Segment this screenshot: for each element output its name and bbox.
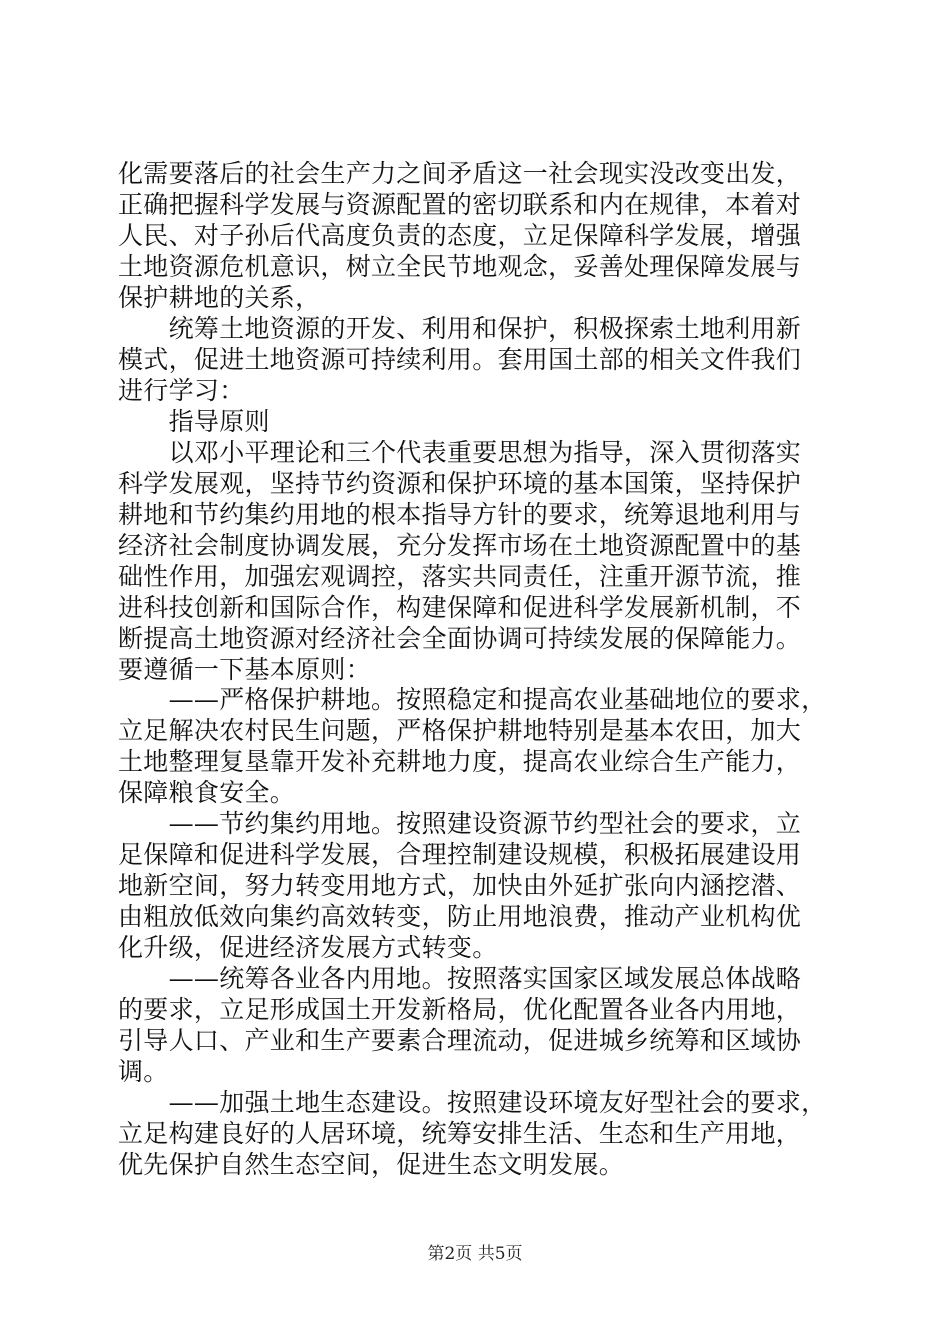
text-line: 科学发展观，坚持节约资源和保护环境的基本国策，坚持保护 [118, 469, 802, 498]
section-heading: 指导原则 [118, 407, 270, 436]
text-line: 地新空间，努力转变用地方式，加快由外延扩张向内涵挖潜、 [118, 871, 802, 900]
text-line: 耕地和节约集约用地的根本指导方针的要求，统筹退地利用与 [118, 500, 802, 529]
text-line: 要遵循一下基本原则： [118, 655, 372, 684]
text-line: 统筹土地资源的开发、利用和保护，积极探索土地利用新 [118, 314, 802, 343]
text-line: 化升级，促进经济发展方式转变。 [118, 933, 498, 962]
text-line: 以邓小平理论和三个代表重要思想为指导，深入贯彻落实 [118, 438, 802, 467]
text-line: 化需要落后的社会生产力之间矛盾这一社会现实没改变出发， [118, 159, 802, 188]
text-line: 模式，促进土地资源可持续利用。套用国土部的相关文件我们 [118, 345, 802, 374]
text-line: 进科技创新和国际合作，构建保障和促进科学发展新机制，不 [118, 593, 802, 622]
text-line: 进行学习： [118, 376, 245, 405]
text-line: ——节约集约用地。按照建设资源节约型社会的要求，立 [118, 809, 802, 838]
text-line: 人民、对子孙后代高度负责的态度，立足保障科学发展，增强 [118, 221, 802, 250]
page-number-footer: 第2页 共5页 [427, 1244, 523, 1264]
text-line: 立足解决农村民生问题，严格保护耕地特别是基本农田，加大 [118, 716, 802, 745]
text-line: 土地资源危机意识，树立全民节地观念，妥善处理保障发展与 [118, 252, 802, 281]
text-line: 保障粮食安全。 [118, 778, 296, 807]
text-line: 调。 [118, 1057, 169, 1086]
text-line: 正确把握科学发展与资源配置的密切联系和内在规律，本着对 [118, 190, 802, 219]
text-line: 保护耕地的关系， [118, 283, 321, 312]
text-line: 引导人口、产业和生产要素合理流动，促进城乡统筹和区域协 [118, 1026, 802, 1055]
text-line: 断提高土地资源对经济社会全面协调可持续发展的保障能力。 [118, 624, 802, 653]
text-line: 立足构建良好的人居环境，统筹安排生活、生态和生产用地， [118, 1119, 802, 1148]
text-line: ——加强土地生态建设。按照建设环境友好型社会的要求， [118, 1088, 827, 1117]
text-line: 础性作用，加强宏观调控，落实共同责任，注重开源节流，推 [118, 562, 802, 591]
text-line: 由粗放低效向集约高效转变，防止用地浪费，推动产业机构优 [118, 902, 802, 931]
text-line: ——严格保护耕地。按照稳定和提高农业基础地位的要求， [118, 685, 827, 714]
text-line: 经济社会制度协调发展，充分发挥市场在土地资源配置中的基 [118, 531, 802, 560]
text-line: 土地整理复垦靠开发补充耕地力度，提高农业综合生产能力， [118, 747, 802, 776]
text-line: ——统筹各业各内用地。按照落实国家区域发展总体战略 [118, 964, 802, 993]
text-line: 的要求，立足形成国土开发新格局，优化配置各业各内用地， [118, 995, 802, 1024]
text-line: 足保障和促进科学发展，合理控制建设规模，积极拓展建设用 [118, 840, 802, 869]
text-line: 优先保护自然生态空间，促进生态文明发展。 [118, 1150, 625, 1179]
